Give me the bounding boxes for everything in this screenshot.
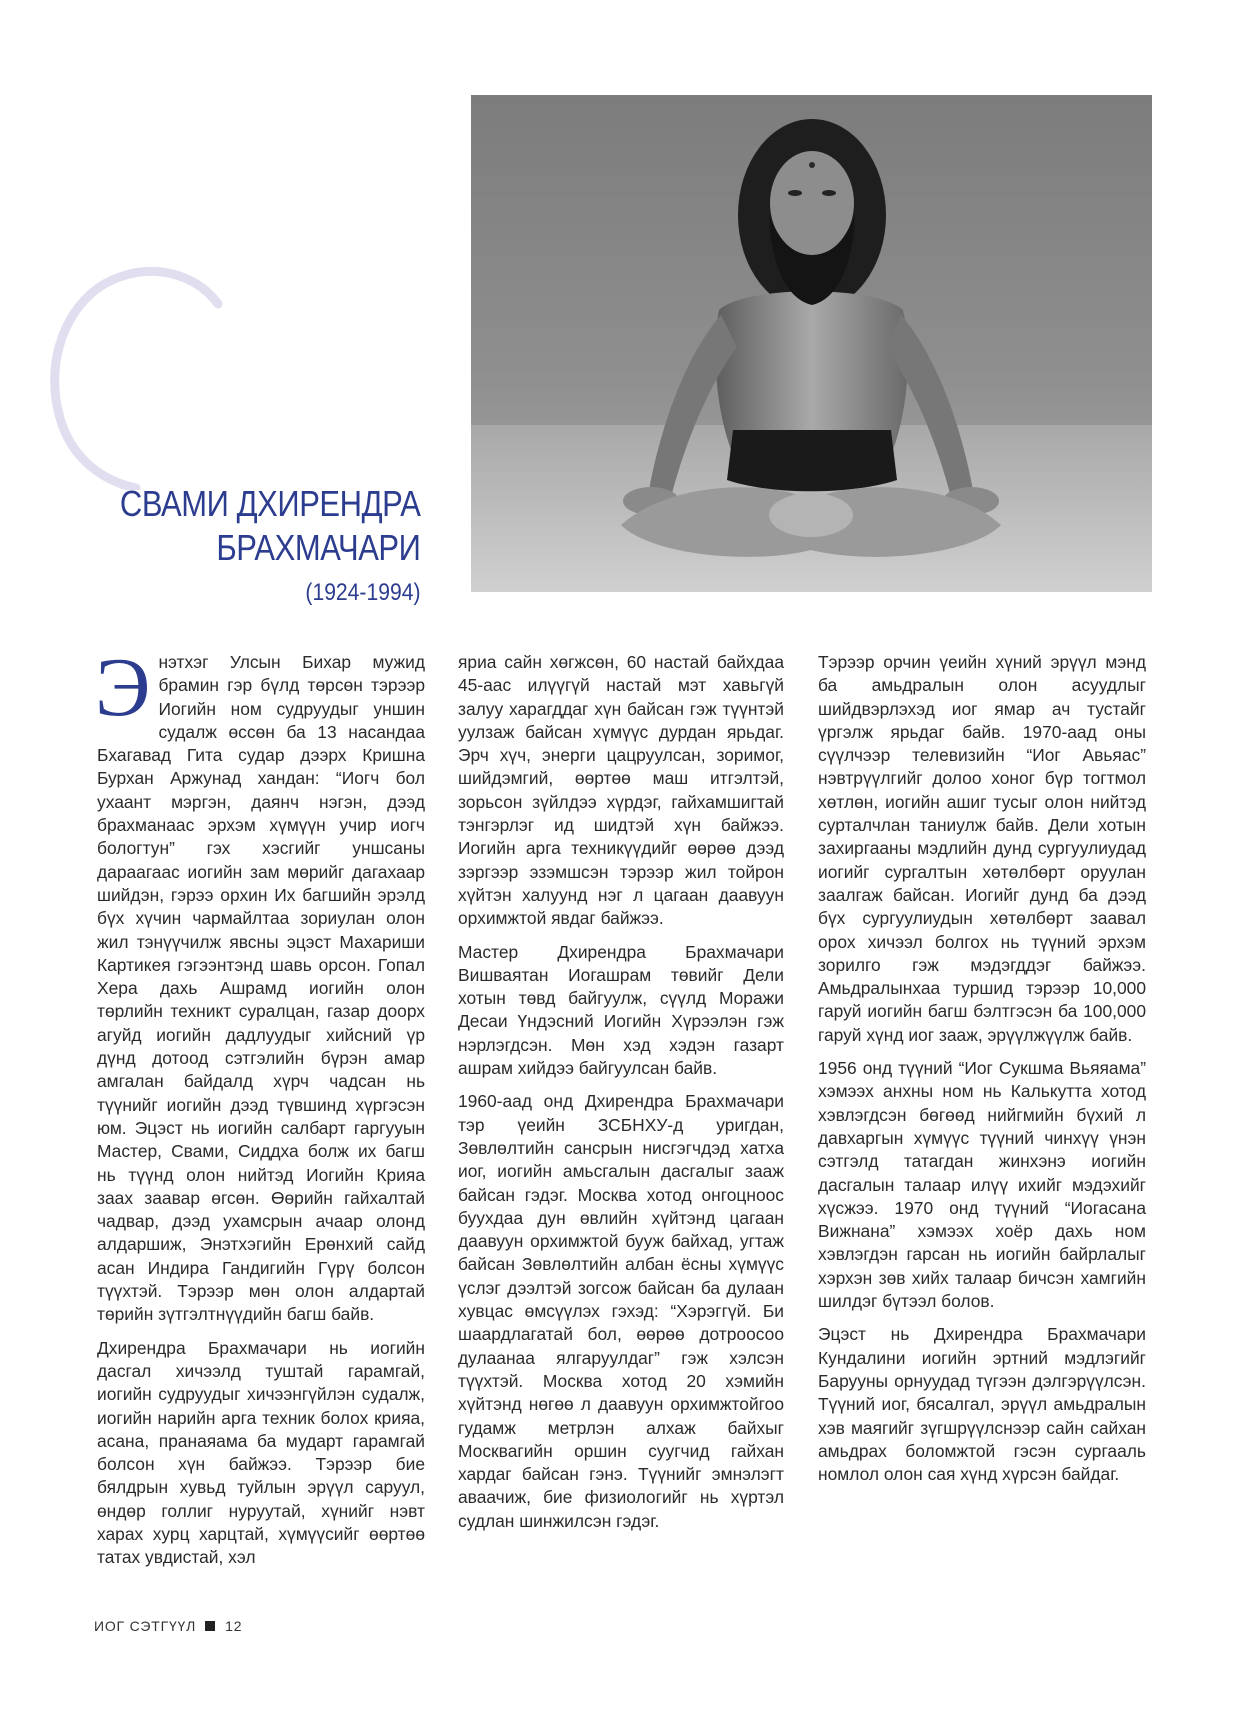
paragraph: 1960-аад онд Дхирендра Брахмачари тэр үеийн ЗСБНХУ-д уригдан, Зөвлөлтийн сансрын нисгэгчдэд хатха иог, иогийн амьсгалын дасгалыг зааж байсан гэдэг. Москва хотод онгоцноос буухдаа дун өвлийн хүйтэнд цагаан даавуун орхимжтой бууж байхад, угтаж байсан Зөвлөлтийн албан ёсны хүмүүс үслэг дээлтэй зогсож байсан ба дулаан хувцас өмсүүлэх гэхэд: “Хэрэггүй. Би шаардлагатай бол, өөрөө дотроосоо дулаанаа ялгаруулдаг” гэж хэлсэн түүхтэй. Москва хотод 20 хэмийн хүйтэнд нөгөө л даавуун орхимжтойгоо гудамж метрлэн алхаж байхыг Москвагийн оршин суугчид гайхан хардаг байсан гэнэ. Түүнийг эмнэлэгт аваачиж, бие физиологийг нь хүртэл судлан шинжилсэн гэдэг. [458,1091,784,1531]
square-separator-icon [205,1621,215,1631]
paragraph: Тэрээр орчин үеийн хүний эрүүл мэнд ба амьдралын олон асуудлыг шийдвэрлэхэд иог ямар ач тустайг үргэлж ярьдаг байв. 1970-аад оны сүүлчээр телевизийн “Иог Авьяас” нэвтрүүлгийг долоо хоног бүр тогтмол хөтлөн, иогийн ашиг тусыг олон нийтэд сурталчлан таниулж байв. Дели хотын захиргааны мэдлийн дунд сургуулиудад иогийг сургалтын хөтөлбөрт оруулан заалгаж байсан. Иогийг дунд ба дээд бүх сургуулиудын хөтөлбөрт заавал орох хичээл болгох нь түүний эрхэм зорилго гэж мэдэгддэг байжээ. Амьдралынхаа туршид тэрээр 10,000 гаруй иогийн багш бэлтгэсэн ба 100,000 гаруй хүнд иог зааж, эрүүлжүүлж байв. [818,652,1146,1045]
page-number: 12 [225,1618,243,1634]
title-line-2: БРАХМАЧАРИ [215,527,420,568]
paragraph [95,641,425,1327]
article-title [71,482,420,610]
title-line-1: СВАМИ ДХИРЕНДРА [119,483,420,524]
paragraph: Эцэст нь Дхирендра Брахмачари Кундалини иогийн эртний мэдлэгийг Барууны орнуудад түгээн дэлгэрүүлсэн. Түүний иог, бясалгал, эрүүл амьдралын хэв маягийг зүгшрүүлснээр сайн сайхан амьдрах боломжтой гэсэн сургааль номлол олон сая хүнд хүрсэн байдаг. [818,1324,1146,1485]
page-footer [94,1618,242,1634]
drop-cap: Э [95,641,151,734]
paragraph: 1956 онд түүний “Иог Сукшма Вьяяама” хэмээх анхны ном нь Калькутта хотод хэвлэгдсэн бөгөөд нийгмийн бүхий л давхаргын хүмүүс түүний чинхүү үнэн сэтгэлд татагдан жинхэнэ иогийн дасгалын талаар илүү ихийг мэдэхийг хүсжээ. 1970 онд түүний “Иогасана Вижнана” хэмээх хоёр дахь ном хэвлэгдэн гарсан нь иогийн байрлалыг хэрхэн зөв хийх талаар бичсэн хамгийн шилдэг бүтээл болов. [818,1058,1146,1312]
paragraph: Мастер Дхирендра Брахмачари Вишваятан Иогашрам төвийг Дели хотын төвд байгуулж, сүүлд Моражи Десаи Үндэсний Иогийн Хүрээлэн гэж нэрлэгдсэн. Мөн хэд хэдэн газарт ашрам хийдээ байгуулсан байв. [458,941,784,1079]
text-column-1 [95,641,425,1580]
magazine-name: ИОГ СЭТГҮҮЛ [94,1618,197,1634]
yogi-photo [471,95,1152,592]
title-years: (1924-1994) [304,579,420,606]
text-column-3 [818,651,1146,1496]
paragraph-text: нэтхэг Улсын Бихар мужид брамин гэр бүлд төрсөн тэрээр Иогийн ном судруудыг уншин судалж өссөн ба 13 насандаа Бхагавад Гита судар дээрх Кришна Бурхан Аржунад хандан: “Иогч бол ухаант мэргэн, даянч нэгэн, дээд брахманаас эрхэм хүмүүн учир иогч бологтун” гэх хэсгийг уншсаны дараагаас иогийн зам мөрийг дагахаар шийдэн, гэрээ орхин Их багшийн эрэлд бүх хүчин чармайлтаа зориулан олон жил тэнүүчилж явсны эцэст Махариши Картикея гэгээнтэнд шавь орсон. Гопал Хера дахь Ашрамд иогийн олон төрлийн техникт суралцан, газар доорх агуйд иогийн дадлуудыг хийсний үр дүнд дотоод сэтгэлийн бүрэн амар амгалан байдалд хүрч чадсан нь түүнийг иогийн дээд түвшинд хүргэсэн юм. Эцэст нь иогийн салбарт гаргууын Мастер, Свами, Сиддха болж их багш нь түүнд олон нийтэд Иогийн Крияа заах заавар өгсөн. Өөрийн гайхалтай чадвар, дээд ухамсрын ачаар олонд алдаршиж, Энэтхэгийн Ерөнхий сайд асан Индира Гандигийн Гүрү болсон түүхтэй. Тэрээр мөн олон алдартай төрийн зүтгэлтнүүдийн багш байв. [97,652,425,1325]
decorative-c-ornament [40,258,240,490]
text-column-2 [458,651,784,1543]
paragraph: яриа сайн хөгжсөн, 60 настай байхдаа 45-аас илүүгүй настай мэт хавьгүй залуу харагддаг хүн байсан гэж түүнтэй уулзаж байсан хүмүүс дурдан ярьдаг. Эрч хүч, энерги цацруулсан, зоримог, шийдэмгий, өөртөө маш итгэлтэй, зорьсон зүйлдээ хүрдэг, гайхамшигтай тэнгэрлэг ид шидтэй хүн байжээ. Иогийн арга техникүүдийг өөрөө дээд зэргээр эзэмшсэн тэрээр жил тойрон хүйтэн халуунд нэг л цагаан даавуун орхимжтой явдаг байжээ. [458,652,784,929]
paragraph: Дхирендра Брахмачари нь иогийн дасгал хичээлд туштай гарамгай, иогийн судруудыг хичээнгүйлэн судалж, иогийн нарийн арга техник болох крияа, асана, пранаяама ба мударт гарамгай болсон хүн байжээ. Тэрээр бие бялдрын хувьд туйлын эрүүл саруул, өндөр голлиг нуруутай, хүнийг нэвт харах хурц харцтай, хүмүүсийг өөртөө татах увдистай, хэл [97,1337,425,1568]
